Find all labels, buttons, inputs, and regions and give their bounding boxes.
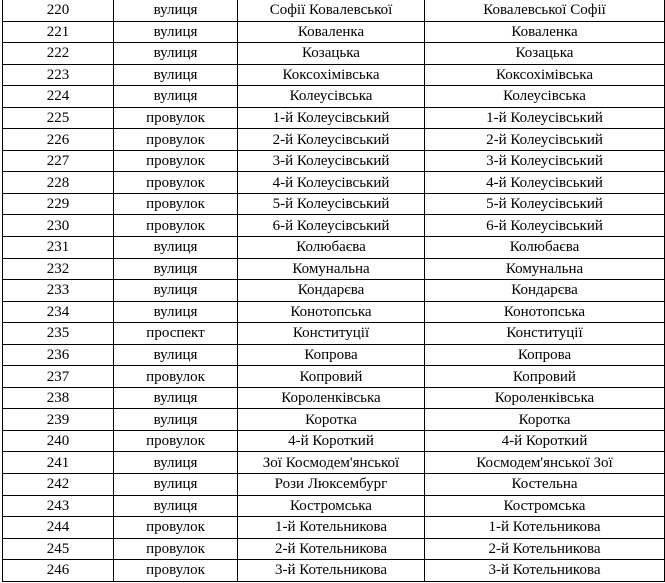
row-number: 225 <box>3 107 114 129</box>
row-number: 244 <box>3 517 114 539</box>
old-name: 4-й Колеусівський <box>238 172 425 194</box>
row-number: 236 <box>3 344 114 366</box>
street-type: провулок <box>114 366 238 388</box>
old-name: Коксохімівська <box>238 64 425 86</box>
old-name: 1-й Колеусівський <box>238 107 425 129</box>
row-number: 224 <box>3 86 114 108</box>
street-type: провулок <box>114 560 238 582</box>
old-name: Зої Космодем'янської <box>238 452 425 474</box>
row-number: 243 <box>3 495 114 517</box>
old-name: Конституції <box>238 323 425 345</box>
street-type: вулиця <box>114 86 238 108</box>
old-name: Колеусівська <box>238 86 425 108</box>
new-name: 5-й Колеусівський <box>425 193 665 215</box>
row-number: 237 <box>3 366 114 388</box>
new-name: Коксохімівська <box>425 64 665 86</box>
table-row <box>3 323 665 345</box>
new-name: Колеусівська <box>425 86 665 108</box>
street-type: вулиця <box>114 258 238 280</box>
row-number: 241 <box>3 452 114 474</box>
row-number: 239 <box>3 409 114 431</box>
row-number: 240 <box>3 430 114 452</box>
street-type: провулок <box>114 538 238 560</box>
table-row <box>3 409 665 431</box>
old-name: Козацька <box>238 43 425 65</box>
row-number: 245 <box>3 538 114 560</box>
new-name: 4-й Короткий <box>425 430 665 452</box>
table-row <box>3 215 665 237</box>
old-name: Коротка <box>238 409 425 431</box>
street-type: провулок <box>114 129 238 151</box>
row-number: 235 <box>3 323 114 345</box>
table-row <box>3 495 665 517</box>
table-row <box>3 129 665 151</box>
street-type: вулиця <box>114 0 238 21</box>
old-name: Комунальна <box>238 258 425 280</box>
row-number: 223 <box>3 64 114 86</box>
street-type: провулок <box>114 193 238 215</box>
old-name: 5-й Колеусівський <box>238 193 425 215</box>
table-row <box>3 237 665 259</box>
row-number: 220 <box>3 0 114 21</box>
old-name: 4-й Короткий <box>238 430 425 452</box>
new-name: 3-й Котельникова <box>425 560 665 582</box>
street-type: вулиця <box>114 344 238 366</box>
street-type: вулиця <box>114 64 238 86</box>
new-name: Коваленка <box>425 21 665 43</box>
table-row <box>3 43 665 65</box>
table-row <box>3 193 665 215</box>
old-name: 3-й Колеусівський <box>238 150 425 172</box>
street-type: проспект <box>114 323 238 345</box>
new-name: Ковалевської Софії <box>425 0 665 21</box>
row-number: 228 <box>3 172 114 194</box>
street-type: вулиця <box>114 409 238 431</box>
new-name: 6-й Колеусівський <box>425 215 665 237</box>
table-row <box>3 280 665 302</box>
street-type: вулиця <box>114 43 238 65</box>
row-number: 221 <box>3 21 114 43</box>
table-row <box>3 64 665 86</box>
new-name: Комунальна <box>425 258 665 280</box>
table-row <box>3 366 665 388</box>
table-row <box>3 344 665 366</box>
row-number: 231 <box>3 237 114 259</box>
table-row <box>3 560 665 582</box>
street-type: вулиця <box>114 495 238 517</box>
street-type: вулиця <box>114 452 238 474</box>
old-name: 2-й Котельникова <box>238 538 425 560</box>
table-row <box>3 0 665 21</box>
old-name: Копровий <box>238 366 425 388</box>
new-name: Кондарєва <box>425 280 665 302</box>
row-number: 226 <box>3 129 114 151</box>
street-type: вулиця <box>114 387 238 409</box>
old-name: Конотопська <box>238 301 425 323</box>
new-name: 2-й Колеусівський <box>425 129 665 151</box>
table-row <box>3 150 665 172</box>
new-name: 1-й Котельникова <box>425 517 665 539</box>
new-name: Космодем'янської Зої <box>425 452 665 474</box>
row-number: 232 <box>3 258 114 280</box>
street-type: провулок <box>114 172 238 194</box>
street-type: провулок <box>114 215 238 237</box>
street-type: провулок <box>114 107 238 129</box>
old-name: 3-й Котельникова <box>238 560 425 582</box>
table-row <box>3 301 665 323</box>
row-number: 227 <box>3 150 114 172</box>
street-type: провулок <box>114 517 238 539</box>
street-renaming-table <box>2 0 665 582</box>
table-row <box>3 172 665 194</box>
new-name: Костромська <box>425 495 665 517</box>
new-name: Короленківська <box>425 387 665 409</box>
street-type: вулиця <box>114 474 238 496</box>
row-number: 246 <box>3 560 114 582</box>
new-name: 4-й Колеусівський <box>425 172 665 194</box>
new-name: 3-й Колеусівський <box>425 150 665 172</box>
old-name: 1-й Котельникова <box>238 517 425 539</box>
new-name: Копрова <box>425 344 665 366</box>
street-type: провулок <box>114 430 238 452</box>
street-type: вулиця <box>114 21 238 43</box>
table-row <box>3 258 665 280</box>
old-name: 2-й Колеусівський <box>238 129 425 151</box>
table-row <box>3 107 665 129</box>
table-row <box>3 452 665 474</box>
street-type: вулиця <box>114 237 238 259</box>
new-name: Копровий <box>425 366 665 388</box>
table-row <box>3 474 665 496</box>
table-row <box>3 430 665 452</box>
row-number: 229 <box>3 193 114 215</box>
street-type: вулиця <box>114 301 238 323</box>
old-name: Колюбаєва <box>238 237 425 259</box>
street-type: вулиця <box>114 280 238 302</box>
table-row <box>3 86 665 108</box>
old-name: Софії Ковалевської <box>238 0 425 21</box>
table-row <box>3 517 665 539</box>
row-number: 230 <box>3 215 114 237</box>
new-name: 1-й Колеусівський <box>425 107 665 129</box>
row-number: 234 <box>3 301 114 323</box>
new-name: Козацька <box>425 43 665 65</box>
old-name: Коваленка <box>238 21 425 43</box>
row-number: 238 <box>3 387 114 409</box>
new-name: Конотопська <box>425 301 665 323</box>
row-number: 222 <box>3 43 114 65</box>
new-name: 2-й Котельникова <box>425 538 665 560</box>
row-number: 242 <box>3 474 114 496</box>
table-row <box>3 538 665 560</box>
old-name: 6-й Колеусівський <box>238 215 425 237</box>
table-row <box>3 21 665 43</box>
new-name: Коротка <box>425 409 665 431</box>
table-body <box>3 0 665 581</box>
new-name: Костельна <box>425 474 665 496</box>
new-name: Конституції <box>425 323 665 345</box>
new-name: Колюбаєва <box>425 237 665 259</box>
old-name: Костромська <box>238 495 425 517</box>
street-type: провулок <box>114 150 238 172</box>
row-number: 233 <box>3 280 114 302</box>
old-name: Короленківська <box>238 387 425 409</box>
old-name: Копрова <box>238 344 425 366</box>
old-name: Кондарєва <box>238 280 425 302</box>
table-row <box>3 387 665 409</box>
old-name: Рози Люксембург <box>238 474 425 496</box>
